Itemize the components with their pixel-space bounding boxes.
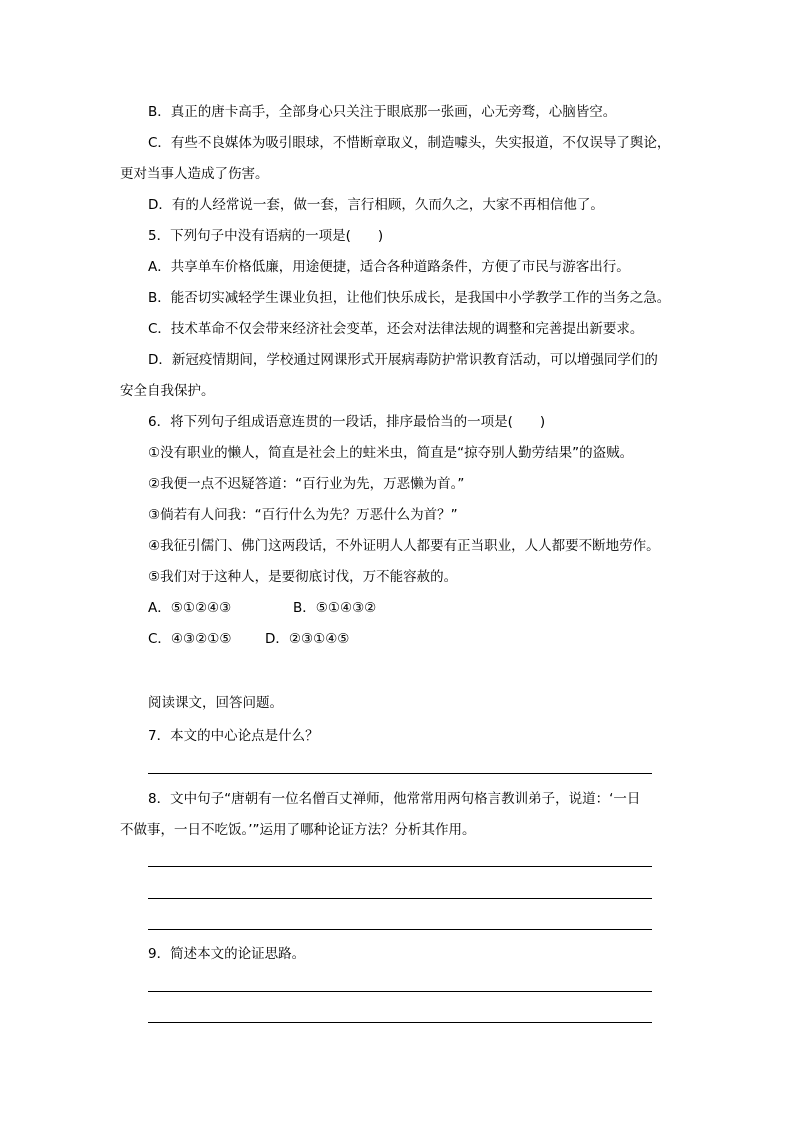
q8-answer-line-3[interactable] <box>148 929 652 930</box>
q8-question-line2: 不做事，一日不吃饭。’”运用了哪种论证方法？分析其作用。 <box>120 822 476 838</box>
q6-sentence-4: ④我征引儒门、佛门这两段话，不外证明人人都要有正当职业，人人都要不断地劳作。 <box>148 538 660 554</box>
q6-option-b: B．⑤①④③② <box>293 600 377 616</box>
q6-stem: 6．将下列句子组成语意连贯的一段话，排序最恰当的一项是( ) <box>148 414 546 430</box>
q4-option-d: D．有的人经常说一套，做一套，言行相顾，久而久之，大家不再相信他了。 <box>148 197 604 213</box>
q9-answer-line-2[interactable] <box>148 1022 652 1023</box>
q8-answer-line-1[interactable] <box>148 866 652 867</box>
q4-option-c-line1: C．有些不良媒体为吸引眼球，不惜断章取义，制造噱头，失实报道，不仅误导了舆论， <box>148 135 671 151</box>
q5-option-b: B．能否切实减轻学生课业负担，让他们快乐成长，是我国中小学教学工作的当务之急。 <box>148 290 671 306</box>
q6-sentence-5: ⑤我们对于这种人，是要彻底讨伐，万不能容赦的。 <box>148 569 458 585</box>
q5-option-a: A．共享单车价格低廉，用途便捷，适合各种道路条件，方便了市民与游客出行。 <box>148 259 630 275</box>
q6-option-a: A．⑤①②④③ <box>148 600 232 616</box>
q4-option-b: B．真正的唐卡高手，全部身心只关注于眼底那一张画，心无旁骛，心脑皆空。 <box>148 104 617 120</box>
q5-stem: 5．下列句子中没有语病的一项是( ) <box>148 228 384 244</box>
q5-option-c: C．技术革命不仅会带来经济社会变革，还会对法律法规的调整和完善提出新要求。 <box>148 321 644 337</box>
q6-sentence-3: ③倘若有人问我：“百行什么为先？万恶什么为首？” <box>148 507 458 523</box>
reading-intro: 阅读课文，回答问题。 <box>148 695 283 711</box>
q5-option-d-line1: D．新冠疫情期间，学校通过网课形式开展病毒防护常识教育活动，可以增强同学们的 <box>148 352 658 368</box>
q9-answer-line-1[interactable] <box>148 991 652 992</box>
q8-question-line1: 8．文中句子“唐朝有一位名僧百丈禅师，他常常用两句格言教训弟子，说道：‘一日 <box>148 791 641 807</box>
q5-option-d-line2: 安全自我保护。 <box>120 383 215 399</box>
q6-option-c: C．④③②①⑤ <box>148 631 232 647</box>
q7-answer-line[interactable] <box>148 773 652 774</box>
q6-sentence-1: ①没有职业的懒人，简直是社会上的蛀米虫，简直是“掠夺别人勤劳结果”的盗贼。 <box>148 445 634 461</box>
q6-sentence-2: ②我便一点不迟疑答道：“百行业为先，万恶懒为首。” <box>148 476 465 492</box>
q6-option-d: D．②③①④⑤ <box>265 631 350 647</box>
q4-option-c-line2: 更对当事人造成了伤害。 <box>120 166 269 182</box>
q7-question: 7．本文的中心论点是什么？ <box>148 728 319 744</box>
q8-answer-line-2[interactable] <box>148 898 652 899</box>
q9-question: 9．简述本文的论证思路。 <box>148 946 306 962</box>
